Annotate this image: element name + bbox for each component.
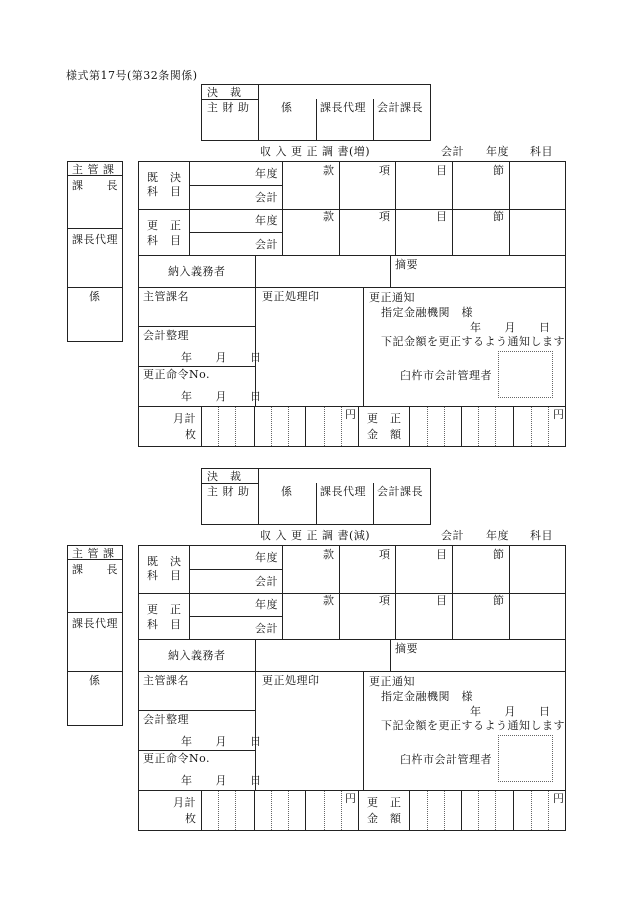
digit-guide: [235, 791, 236, 830]
rule-line: [258, 483, 259, 525]
rule-line: [138, 639, 566, 640]
decided-label-1: 既 決: [147, 171, 182, 184]
digit-guide: [235, 407, 236, 446]
rule-line: [509, 545, 510, 639]
seal-placeholder: [498, 351, 553, 398]
rule-line: [339, 161, 340, 255]
rule-line: [452, 545, 453, 639]
digit-guide: [271, 791, 272, 830]
header-item: 科目: [530, 145, 553, 158]
header-fiscal-year: 年度: [486, 529, 509, 542]
main-table: [138, 545, 566, 831]
approval-accounting-chief: 会計課長: [377, 485, 423, 498]
rule-line: [67, 671, 123, 672]
payer-label: 納入義務者: [168, 265, 226, 278]
main-table: [138, 161, 566, 447]
rule-line: [395, 545, 396, 639]
dept-name-label: 主管課名: [143, 674, 189, 687]
rule-line: [67, 228, 123, 229]
header-fiscal-year: 年度: [486, 145, 509, 158]
rule-line: [316, 483, 317, 525]
corrected-label-2: 科 目: [147, 234, 182, 247]
rule-line: [258, 84, 259, 100]
left-deputy: 課長代理: [72, 233, 118, 246]
decided-label-2: 科 目: [147, 185, 182, 198]
corrected-label-1: 更 正: [147, 219, 182, 232]
rule-line: [305, 406, 306, 447]
digit-guide: [478, 791, 479, 830]
approval-decision-label: 決 裁: [207, 86, 242, 99]
left-dept: 主 管 課: [72, 547, 115, 560]
corrected-account: 会計: [255, 622, 278, 635]
notify-text: 下記金額を更正するよう通知します: [381, 335, 565, 348]
yen-label-left: 円: [345, 792, 357, 805]
corr-amount-label-2: 金 額: [367, 428, 402, 441]
accounting-adj-date: 年 月 日: [181, 735, 262, 748]
digit-guide: [288, 407, 289, 446]
corrected-account: 会計: [255, 238, 278, 251]
digit-guide: [341, 407, 342, 446]
rule-line: [258, 468, 259, 484]
rule-line: [513, 790, 514, 831]
budget-col-label: 節: [493, 594, 505, 607]
process-seal-label: 更正処理印: [262, 290, 320, 303]
summary-label: 摘要: [395, 642, 418, 655]
rule-line: [395, 161, 396, 255]
notice-date: 年 月 日: [470, 321, 551, 334]
monthly-label: 月計: [173, 412, 196, 425]
manager-label: 臼杵市会計管理者: [400, 369, 492, 382]
order-no-label: 更正命令No.: [143, 752, 211, 765]
decided-label-2: 科 目: [147, 569, 182, 582]
rule-line: [67, 287, 123, 288]
corr-amount-label-2: 金 額: [367, 812, 402, 825]
rule-line: [363, 671, 364, 790]
payer-label: 納入義務者: [168, 649, 226, 662]
rule-line: [189, 616, 282, 617]
rule-line: [254, 790, 255, 831]
rule-line: [409, 406, 410, 447]
rule-line: [138, 366, 255, 367]
yen-label-right: 円: [553, 792, 565, 805]
approval-accounting-chief: 会計課長: [377, 101, 423, 114]
approval-staff: 係: [281, 101, 293, 114]
order-no-date: 年 月 日: [181, 774, 262, 787]
left-chief: 課 長: [72, 563, 118, 576]
accounting-adj-label: 会計整理: [143, 329, 189, 342]
approval-decision-label: 決 裁: [207, 470, 242, 483]
rule-line: [201, 483, 258, 484]
rule-line: [461, 790, 462, 831]
digit-guide: [218, 791, 219, 830]
rule-line: [363, 287, 364, 406]
rule-line: [189, 185, 282, 186]
budget-col-label: 款: [323, 164, 335, 177]
rule-line: [390, 255, 391, 287]
decided-year: 年度: [255, 167, 278, 180]
sheets-label: 枚: [185, 812, 197, 825]
manager-label: 臼杵市会計管理者: [400, 753, 492, 766]
notify-text: 下記金額を更正するよう通知します: [381, 719, 565, 732]
digit-guide: [324, 791, 325, 830]
sheets-label: 枚: [185, 428, 197, 441]
digit-guide: [444, 791, 445, 830]
digit-guide: [548, 407, 549, 446]
digit-guide: [427, 791, 428, 830]
approval-main-clerk: 主 財 助: [207, 485, 250, 498]
dept-name-label: 主管課名: [143, 290, 189, 303]
digit-guide: [495, 407, 496, 446]
rule-line: [189, 161, 190, 255]
rule-line: [409, 790, 410, 831]
rule-line: [282, 545, 283, 639]
order-no-label: 更正命令No.: [143, 368, 211, 381]
decided-account: 会計: [255, 191, 278, 204]
budget-col-label: 節: [493, 548, 505, 561]
rule-line: [373, 99, 374, 141]
budget-col-label: 目: [436, 548, 448, 561]
budget-col-label: 項: [379, 210, 391, 223]
budget-col-label: 項: [379, 548, 391, 561]
digit-guide: [444, 407, 445, 446]
digit-guide: [478, 407, 479, 446]
left-dept: 主 管 課: [72, 163, 115, 176]
rule-line: [138, 671, 566, 672]
approval-main-clerk: 主 財 助: [207, 101, 250, 114]
correction-notice-label: 更正通知: [369, 675, 415, 688]
rule-line: [67, 612, 123, 613]
digit-guide: [218, 407, 219, 446]
rule-line: [513, 406, 514, 447]
digit-guide: [495, 791, 496, 830]
process-seal-label: 更正処理印: [262, 674, 320, 687]
approval-deputy-chief: 課長代理: [320, 101, 366, 114]
rule-line: [461, 406, 462, 447]
corrected-year: 年度: [255, 598, 278, 611]
rule-line: [390, 639, 391, 671]
left-deputy: 課長代理: [72, 617, 118, 630]
left-staff: 係: [89, 290, 101, 303]
notice-date: 年 月 日: [470, 705, 551, 718]
accounting-adj-date: 年 月 日: [181, 351, 262, 364]
corrected-label-2: 科 目: [147, 618, 182, 631]
budget-col-label: 目: [436, 164, 448, 177]
document-title: 収 入 更 正 調 書(減): [260, 529, 371, 542]
budget-col-label: 項: [379, 594, 391, 607]
rule-line: [189, 232, 282, 233]
rule-line: [138, 710, 255, 711]
summary-label: 摘要: [395, 258, 418, 271]
rule-line: [189, 569, 282, 570]
rule-line: [305, 790, 306, 831]
yen-label-right: 円: [553, 408, 565, 421]
digit-guide: [531, 791, 532, 830]
form-number: 様式第17号(第32条関係): [66, 69, 198, 82]
rule-line: [201, 99, 258, 100]
decided-label-1: 既 決: [147, 555, 182, 568]
digit-guide: [324, 407, 325, 446]
accounting-adj-label: 会計整理: [143, 713, 189, 726]
rule-line: [138, 287, 566, 288]
digit-guide: [271, 407, 272, 446]
order-no-date: 年 月 日: [181, 390, 262, 403]
budget-col-label: 款: [323, 210, 335, 223]
left-chief: 課 長: [72, 179, 118, 192]
rule-line: [138, 790, 566, 791]
rule-line: [255, 639, 256, 671]
rule-line: [358, 406, 359, 447]
corr-amount-label-1: 更 正: [367, 412, 402, 425]
rule-line: [254, 406, 255, 447]
rule-line: [189, 545, 190, 639]
rule-line: [339, 545, 340, 639]
left-staff: 係: [89, 674, 101, 687]
budget-col-label: 目: [436, 594, 448, 607]
budget-col-label: 款: [323, 548, 335, 561]
decided-account: 会計: [255, 575, 278, 588]
rule-line: [201, 790, 202, 831]
rule-line: [282, 161, 283, 255]
rule-line: [316, 99, 317, 141]
rule-line: [358, 790, 359, 831]
header-item: 科目: [530, 529, 553, 542]
rule-line: [255, 671, 256, 790]
bank-label: 指定金融機関 様: [381, 306, 473, 319]
approval-staff: 係: [281, 485, 293, 498]
rule-line: [258, 99, 259, 141]
corrected-label-1: 更 正: [147, 603, 182, 616]
document-title: 収 入 更 正 調 書(増): [260, 145, 371, 158]
budget-col-label: 款: [323, 594, 335, 607]
budget-col-label: 項: [379, 164, 391, 177]
header-account: 会計: [441, 529, 464, 542]
budget-col-label: 節: [493, 164, 505, 177]
digit-guide: [288, 791, 289, 830]
budget-col-label: 目: [436, 210, 448, 223]
rule-line: [255, 287, 256, 406]
digit-guide: [531, 407, 532, 446]
header-account: 会計: [441, 145, 464, 158]
monthly-label: 月計: [173, 796, 196, 809]
rule-line: [138, 750, 255, 751]
rule-line: [255, 255, 256, 287]
yen-label-left: 円: [345, 408, 357, 421]
seal-placeholder: [498, 735, 553, 782]
corrected-year: 年度: [255, 214, 278, 227]
rule-line: [201, 406, 202, 447]
bank-label: 指定金融機関 様: [381, 690, 473, 703]
digit-guide: [341, 791, 342, 830]
digit-guide: [427, 407, 428, 446]
budget-col-label: 節: [493, 210, 505, 223]
corr-amount-label-1: 更 正: [367, 796, 402, 809]
decided-year: 年度: [255, 551, 278, 564]
rule-line: [138, 326, 255, 327]
rule-line: [452, 161, 453, 255]
rule-line: [138, 255, 566, 256]
rule-line: [509, 161, 510, 255]
rule-line: [373, 483, 374, 525]
approval-deputy-chief: 課長代理: [320, 485, 366, 498]
digit-guide: [548, 791, 549, 830]
correction-notice-label: 更正通知: [369, 291, 415, 304]
rule-line: [138, 406, 566, 407]
